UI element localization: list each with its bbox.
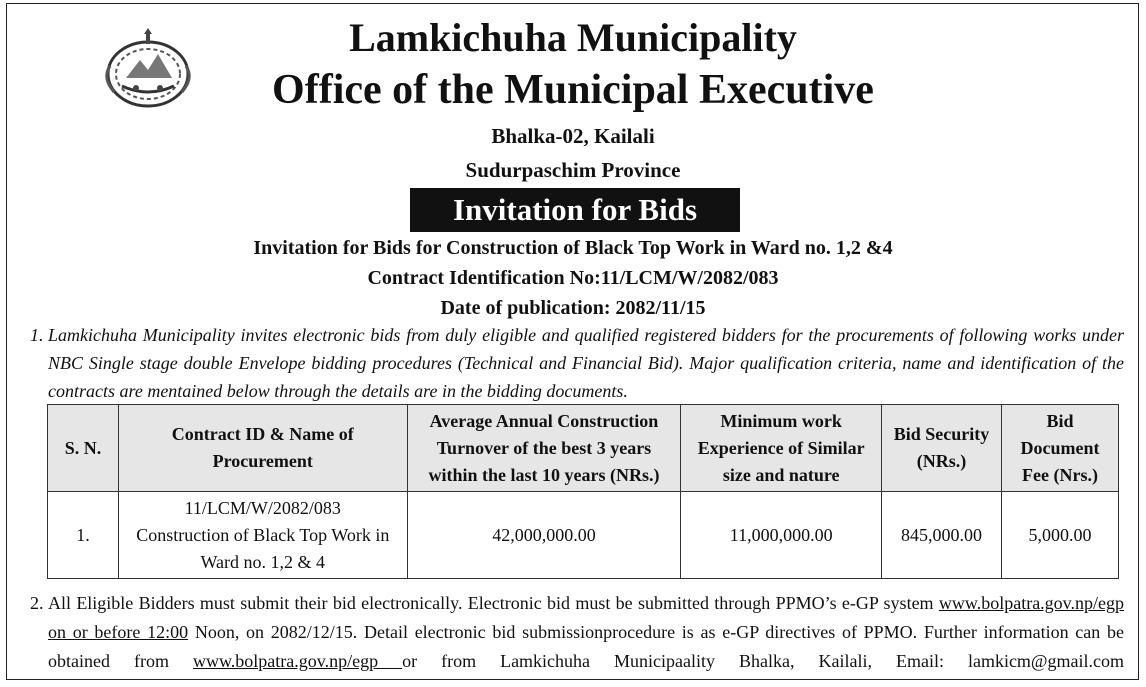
cell-turnover: 42,000,000.00: [407, 492, 681, 579]
cell-experience: 11,000,000.00: [681, 492, 882, 579]
header-contract: Contract ID & Name of Procurement: [118, 405, 407, 492]
cell-bid-security: 845,000.00: [882, 492, 1002, 579]
paragraph-1-text: Lamkichuha Municipality invites electronic bids from duly eligible and qualified registered bidders for the procurements of following works under NBC Single stage double Envelope bidding procedures (Technical and Financial Bid). Major qualification criteria, name and identification of the contracts are mentained below through the details are in the bidding documents.: [48, 325, 1124, 401]
address-line-1: Bhalka-02, Kailali: [491, 124, 655, 148]
paragraph-2: [30, 589, 1124, 676]
paragraph-2-part2: Noon, on 2082/12/15. Detail electronic bid submissionprocedure is as e-GP directives of PPMO. Further information can be obtained from: [48, 622, 1124, 671]
cell-sn: 1.: [48, 492, 119, 579]
table-row: [48, 492, 1119, 579]
header-turnover: Average Annual Construction Turnover of the best 3 years within the last 10 years (NRs.): [407, 405, 681, 492]
cell-document-fee: 5,000.00: [1002, 492, 1119, 579]
header-sn: S. N.: [48, 405, 119, 492]
cell-contract-name: Construction of Black Top Work in Ward no. 1,2 & 4: [136, 524, 390, 572]
header-experience: Minimum work Experience of Similar size and nature: [681, 405, 882, 492]
header-bid-security: Bid Security (NRs.): [882, 405, 1002, 492]
paragraph-2-text: [48, 589, 1124, 676]
cell-contract-id: 11/LCM/W/2082/083: [184, 497, 341, 518]
bid-table: [47, 404, 1119, 579]
address-line-2: Sudurpaschim Province: [465, 158, 681, 182]
paragraph-1: [30, 321, 1124, 405]
cell-contract: [118, 492, 407, 579]
header-document-fee: Bid Document Fee (Nrs.): [1002, 405, 1119, 492]
municipality-title: Lamkichuha Municipality: [349, 15, 797, 60]
office-title: Office of the Municipal Executive: [272, 67, 874, 113]
egp-link-1[interactable]: www.bolpatra.gov.np/egp on or before 12:00: [48, 593, 1124, 642]
notice-subject: Invitation for Bids for Construction of Black Top Work in Ward no. 1,2 &4: [253, 237, 893, 259]
table-header-row: [48, 405, 1119, 492]
egp-link-2[interactable]: www.bolpatra.gov.np/egp: [192, 651, 403, 671]
publication-date: Date of publication: 2082/11/15: [440, 297, 706, 319]
paragraph-2-number: 2.: [30, 593, 44, 613]
paragraph-2-part3: or from Lamkichuha Municipaality Bhalka, Kailali, Email: lamkicm@gmail.com: [402, 651, 1124, 671]
contract-identification: Contract Identification No:11/LCM/W/2082/083: [367, 267, 779, 289]
paragraph-1-number: 1.: [30, 325, 44, 345]
invitation-banner: Invitation for Bids: [410, 188, 740, 232]
paragraph-2-part1: All Eligible Bidders must submit their bid electronically. Electronic bid must be submitted through PPMO’s e-GP system: [48, 593, 939, 613]
